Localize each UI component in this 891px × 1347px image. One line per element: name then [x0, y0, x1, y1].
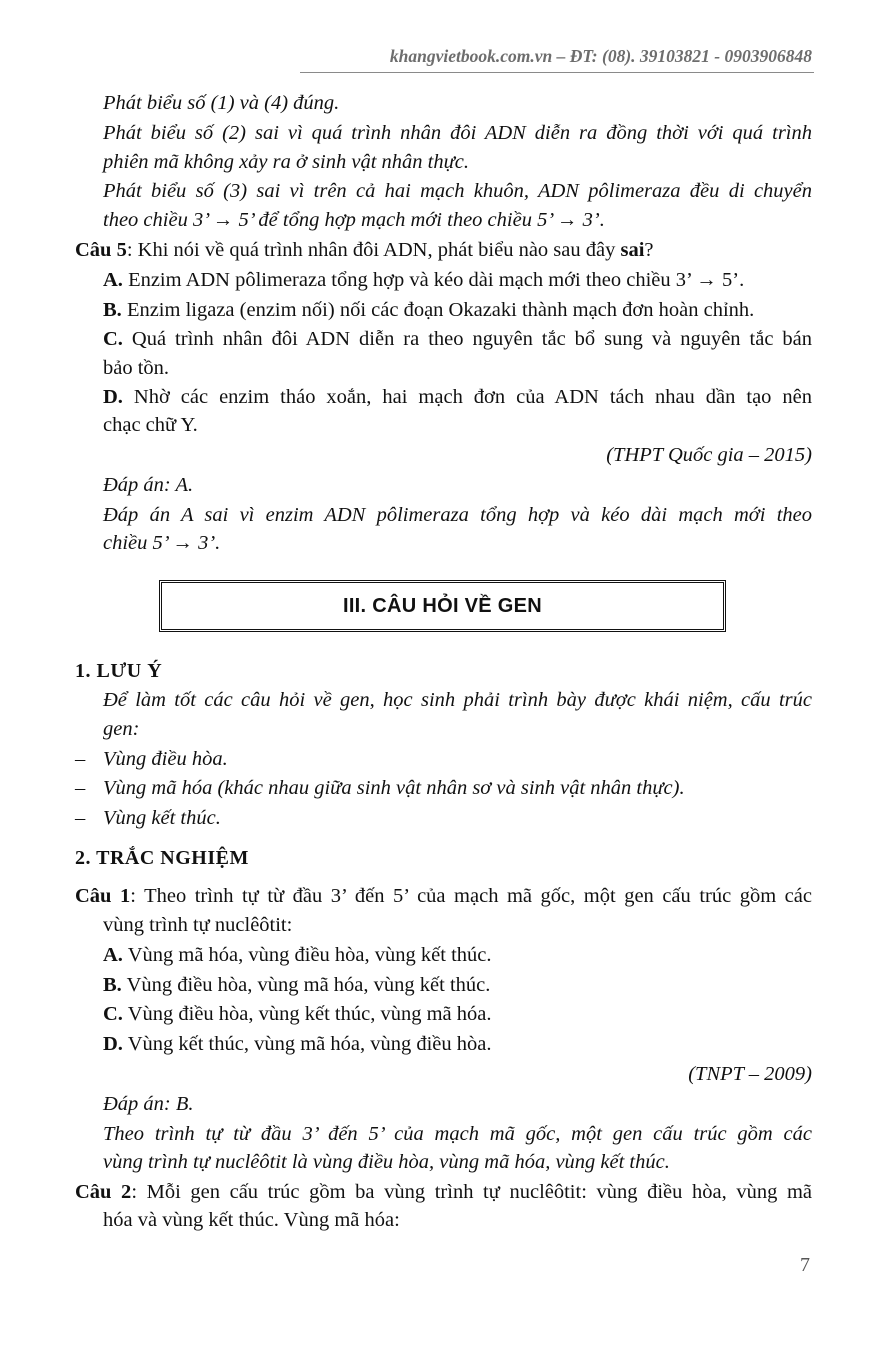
- question-end: ?: [644, 239, 654, 261]
- subsection-heading: 2. TRẮC NGHIỆM: [75, 847, 249, 869]
- subsection-heading: 1. LƯU Ý: [75, 660, 163, 682]
- question-label: Câu 1: [75, 885, 131, 907]
- option-text: Quá trình nhân đôi ADN diễn ra theo nguyên tắc bổ sung và nguyên tắc bán: [122, 328, 812, 350]
- bullet-item: Vùng kết thúc.: [103, 807, 221, 829]
- question-1: [75, 881, 812, 911]
- answer-explanation: chiều 5’ → 3’.: [103, 532, 221, 554]
- question-text: : Mỗi gen cấu trúc gồm ba vùng trình tự nuclêôtit: vùng điều hòa, vùng mã: [131, 1181, 812, 1203]
- option-c: [103, 324, 812, 354]
- section-title-box: III. CÂU HỎI VỀ GEN: [159, 580, 726, 632]
- option-label: D.: [103, 386, 123, 408]
- option-c: [103, 999, 812, 1029]
- option-a: [103, 265, 812, 295]
- intro-line: gen:: [103, 718, 140, 740]
- bullet-dash: –: [75, 748, 86, 770]
- explanation-line: Phát biểu số (2) sai vì quá trình nhân đôi ADN diễn ra đồng thời với quá trình: [103, 122, 812, 144]
- question-2-cont: hóa và vùng kết thúc. Vùng mã hóa:: [103, 1209, 400, 1231]
- option-d: [103, 382, 812, 412]
- question-text: : Khi nói về quá trình nhân đôi ADN, phát biểu nào sau đây: [126, 239, 621, 261]
- header-rule: [300, 72, 814, 73]
- explanation-line: theo chiều 3’ → 5’ để tổng hợp mạch mới theo chiều 5’ → 3’.: [103, 209, 605, 231]
- answer-explanation: vùng trình tự nuclêôtit là vùng điều hòa, vùng mã hóa, vùng kết thúc.: [103, 1151, 670, 1173]
- answer: Đáp án: B.: [103, 1093, 194, 1115]
- option-d-cont: chạc chữ Y.: [103, 414, 198, 436]
- option-b: [103, 295, 812, 325]
- question-label: Câu 2: [75, 1181, 132, 1203]
- intro-line: Để làm tốt các câu hỏi về gen, học sinh phải trình bày được khái niệm, cấu trúc: [103, 689, 812, 711]
- bullet-item: Vùng điều hòa.: [103, 748, 228, 770]
- option-text: Nhờ các enzim tháo xoắn, hai mạch đơn của ADN tách nhau dần tạo nên: [122, 386, 812, 408]
- option-text: Vùng điều hòa, vùng kết thúc, vùng mã hóa.: [122, 1003, 492, 1025]
- running-header: khangvietbook.com.vn – ĐT: (08). 39103821 - 0903906848: [389, 46, 812, 66]
- explanation-line: Phát biểu số (1) và (4) đúng.: [103, 92, 340, 114]
- explanation-line: Phát biểu số (3) sai vì trên cả hai mạch khuôn, ADN pôlimeraza đều di chuyển: [103, 180, 812, 202]
- answer-explanation: Đáp án A sai vì enzim ADN pôlimeraza tổng hợp và kéo dài mạch mới theo: [103, 504, 812, 526]
- explanation-line: phiên mã không xảy ra ở sinh vật nhân thực.: [103, 151, 470, 173]
- option-label: A.: [103, 944, 123, 966]
- source-citation: (THPT Quốc gia – 2015): [606, 444, 812, 466]
- source-citation: (TNPT – 2009): [688, 1063, 812, 1085]
- option-label: A.: [103, 269, 123, 291]
- answer: Đáp án: A.: [103, 474, 194, 496]
- bullet-dash: –: [75, 777, 86, 799]
- bullet-item: Vùng mã hóa (khác nhau giữa sinh vật nhân sơ và sinh vật nhân thực).: [103, 777, 685, 799]
- option-a: [103, 940, 812, 970]
- question-text: : Theo trình tự từ đầu 3’ đến 5’ của mạch mã gốc, một gen cấu trúc gồm các: [130, 885, 812, 907]
- option-d: [103, 1029, 812, 1059]
- answer-explanation: Theo trình tự từ đầu 3’ đến 5’ của mạch mã gốc, một gen cấu trúc gồm các: [103, 1123, 812, 1145]
- question-label: Câu 5: [75, 239, 127, 261]
- option-text: Vùng kết thúc, vùng mã hóa, vùng điều hòa.: [122, 1033, 492, 1055]
- option-b: [103, 970, 812, 1000]
- option-text: Vùng điều hòa, vùng mã hóa, vùng kết thúc.: [121, 974, 491, 996]
- option-c-cont: bảo tồn.: [103, 357, 170, 379]
- question-5: [75, 235, 812, 265]
- option-text: Enzim ligaza (enzim nối) nối các đoạn Okazaki thành mạch đơn hoàn chỉnh.: [121, 299, 755, 321]
- question-2: [75, 1177, 812, 1207]
- option-text: Enzim ADN pôlimeraza tổng hợp và kéo dài mạch mới theo chiều 3’ → 5’.: [122, 269, 745, 291]
- bullet-dash: –: [75, 807, 86, 829]
- option-label: B.: [103, 974, 122, 996]
- question-1-cont: vùng trình tự nuclêôtit:: [103, 914, 293, 936]
- page-number: 7: [800, 1254, 810, 1276]
- option-label: B.: [103, 299, 122, 321]
- question-emphasis: sai: [620, 239, 645, 261]
- option-label: C.: [103, 1003, 123, 1025]
- option-label: D.: [103, 1033, 123, 1055]
- option-label: C.: [103, 328, 123, 350]
- option-text: Vùng mã hóa, vùng điều hòa, vùng kết thúc.: [122, 944, 492, 966]
